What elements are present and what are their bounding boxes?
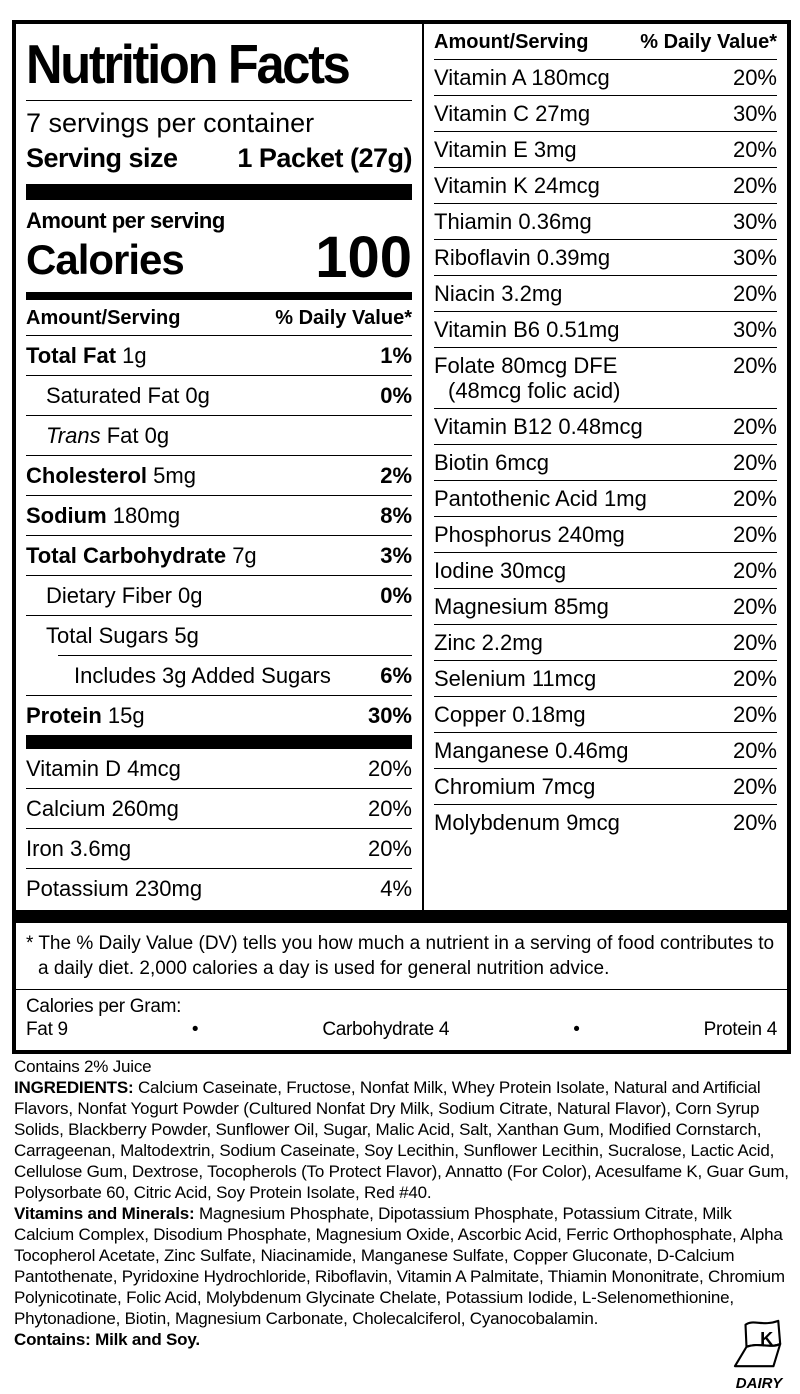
nutrient-name: Iodine 30mcg xyxy=(434,558,567,583)
nutrient-name: Vitamin B6 0.51mg xyxy=(434,317,620,342)
nutrient-row xyxy=(26,575,412,615)
macro-nutrient-list xyxy=(26,336,412,735)
nutrient-row xyxy=(434,311,777,347)
nutrient-row xyxy=(434,588,777,624)
left-table-header xyxy=(26,300,412,336)
daily-value: 20% xyxy=(732,486,777,511)
nutrient-name: Trans Fat 0g xyxy=(46,423,170,448)
nutrient-row xyxy=(26,495,412,535)
kosher-dairy-mark xyxy=(728,1318,790,1392)
nutrient-name: Dietary Fiber 0g xyxy=(46,583,203,608)
nutrient-name: Saturated Fat 0g xyxy=(46,383,210,408)
nutrient-row xyxy=(26,415,412,455)
nutrient-name: Sodium 180mg xyxy=(26,503,181,528)
vitamins-minerals-label: Vitamins and Minerals: xyxy=(14,1204,195,1223)
servings-per-container: 7 servings per container xyxy=(26,108,315,138)
nutrient-row xyxy=(434,275,777,311)
daily-value: 30% xyxy=(732,209,777,234)
ingredients-paragraph xyxy=(14,1077,792,1203)
right-column xyxy=(424,24,787,910)
right-table-header xyxy=(434,24,777,60)
nutrient-row xyxy=(434,516,777,552)
nutrient-name: Cholesterol 5mg xyxy=(26,463,196,488)
nutrient-name: Vitamin E 3mg xyxy=(434,137,577,162)
nutrient-name: Folate 80mcg DFE (48mcg folic acid) xyxy=(434,353,621,403)
daily-value: 3% xyxy=(380,543,412,568)
nutrient-name: Protein 15g xyxy=(26,703,145,728)
nutrient-row xyxy=(58,655,412,695)
daily-value: 1% xyxy=(380,343,412,368)
amount-serving-header: Amount/Serving xyxy=(26,307,181,329)
amount-per-serving-label: Amount per serving xyxy=(26,208,225,233)
vitamin-mineral-list xyxy=(434,60,777,840)
nutrient-name: Potassium 230mg xyxy=(26,876,203,901)
nutrition-columns xyxy=(16,24,787,910)
nutrient-row xyxy=(434,552,777,588)
nutrient-name: Vitamin K 24mcg xyxy=(434,173,600,198)
daily-value: 0% xyxy=(380,383,412,408)
calories-per-gram-section xyxy=(16,989,787,1050)
ingredients-text: Calcium Caseinate, Fructose, Nonfat Milk, Whey Protein Isolate, Natural and Artificial Flavors, Nonfat Yogurt Powder (Cultured Nonfat Dry Milk, Sodium Citrate, Natural Flavor), Corn Syrup Solids, Blackberry Powder, Sunflower Oil, Sugar, Malic Acid, Salt, Xanthan Gum, Modified Cornstarch, Carrageenan, Maltodextrin, Sodium Caseinate, Soy Lecithin, Sunflower Lecithin, Sucralose, Lactic Acid, Cellulose Gum, Dextrose, Tocopherols (To Protect Flavor), Annatto (For Color), Acesulfame K, Guar Gum, Polysorbate 60, Citric Acid, Soy Protein Isolate, Red #40. xyxy=(14,1078,789,1202)
kosher-flag-icon xyxy=(730,1318,788,1370)
daily-value: 20% xyxy=(367,836,412,861)
calories-per-gram-title: Calories per Gram: xyxy=(26,996,182,1017)
nutrient-row xyxy=(26,375,412,415)
nutrient-row xyxy=(26,749,412,788)
juice-statement: Contains 2% Juice xyxy=(14,1057,152,1076)
nutrient-name: Vitamin D 4mcg xyxy=(26,756,181,781)
daily-value: 20% xyxy=(732,630,777,655)
vitamins-minerals-text: Magnesium Phosphate, Dipotassium Phosphate, Potassium Citrate, Milk Calcium Complex, Disodium Phosphate, Magnesium Oxide, Ascorbic Acid, Ferric Orthophosphate, Alpha Tocopherol Acetate, Zinc Sulfate, Niacinamide, Manganese Sulfate, Copper Gluconate, D-Calcium Pantothenate, Pyridoxine Hydrochloride, Riboflavin, Vitamin A Palmitate, Thiamin Mononitrate, Chromium Polynicotinate, Folic Acid, Molybdenum Glycinate Chelate, Potassium Iodide, L-Selenomethionine, Phytonadione, Biotin, Magnesium Carbonate, Cholecalciferol, Cyanocobalamin. xyxy=(14,1204,785,1328)
calories-row xyxy=(26,225,412,292)
nutrient-row xyxy=(434,696,777,732)
nutrient-row xyxy=(26,455,412,495)
carbohydrate-calories: Carbohydrate 4 xyxy=(322,1019,450,1040)
daily-value: 20% xyxy=(732,738,777,763)
thick-bar xyxy=(26,735,412,749)
nutrient-row xyxy=(434,660,777,696)
nutrient-row xyxy=(26,695,412,735)
nutrient-row xyxy=(434,732,777,768)
daily-value: 20% xyxy=(732,450,777,475)
amount-serving-header: Amount/Serving xyxy=(434,31,589,53)
bullet-separator: • xyxy=(573,1019,580,1040)
nutrient-row xyxy=(434,444,777,480)
daily-value: 2% xyxy=(380,463,412,488)
kosher-dairy-label: DAIRY xyxy=(735,1375,783,1392)
nutrient-row xyxy=(26,788,412,828)
nutrient-row xyxy=(434,408,777,444)
nutrient-name: Thiamin 0.36mg xyxy=(434,209,592,234)
fat-calories: Fat 9 xyxy=(26,1019,68,1040)
nutrient-name: Copper 0.18mg xyxy=(434,702,586,727)
nutrient-name: Biotin 6mcg xyxy=(434,450,549,475)
daily-value: 20% xyxy=(732,594,777,619)
calories-value: 100 xyxy=(315,225,412,290)
daily-value: 20% xyxy=(732,353,777,378)
nutrient-name: Total Carbohydrate 7g xyxy=(26,543,257,568)
daily-value: 30% xyxy=(367,703,412,728)
nutrient-row xyxy=(26,828,412,868)
daily-value: 20% xyxy=(732,173,777,198)
nutrient-row xyxy=(434,167,777,203)
daily-value: 20% xyxy=(732,414,777,439)
nutrient-row xyxy=(434,804,777,840)
nutrient-name: Calcium 260mg xyxy=(26,796,179,821)
nutrient-name: Manganese 0.46mg xyxy=(434,738,629,763)
nutrient-name: Zinc 2.2mg xyxy=(434,630,543,655)
daily-value: 0% xyxy=(380,583,412,608)
allergen-statement: Contains: Milk and Soy. xyxy=(14,1330,200,1349)
calories-per-gram-values xyxy=(26,1018,777,1042)
calories-label: Calories xyxy=(26,236,184,283)
nutrient-row xyxy=(434,239,777,275)
nutrition-facts-title: Nutrition Facts xyxy=(26,33,349,95)
nutrient-row xyxy=(26,535,412,575)
micro-nutrient-list xyxy=(26,749,412,908)
daily-value-footnote: * The % Daily Value (DV) tells you how much a nutrient in a serving of food contributes to a daily diet. 2,000 calories a day is used for general nutrition advice. xyxy=(26,933,775,979)
daily-value: 6% xyxy=(380,663,412,688)
daily-value-header: % Daily Value* xyxy=(275,307,412,329)
daily-value: 20% xyxy=(367,756,412,781)
protein-calories: Protein 4 xyxy=(703,1019,777,1040)
nutrient-row xyxy=(434,60,777,95)
daily-value: 20% xyxy=(732,137,777,162)
serving-size-value: 1 Packet (27g) xyxy=(237,143,412,173)
thick-bar xyxy=(26,184,412,200)
daily-value: 30% xyxy=(732,245,777,270)
daily-value: 20% xyxy=(732,810,777,835)
nutrient-row xyxy=(434,624,777,660)
daily-value: 20% xyxy=(732,65,777,90)
ingredients-section xyxy=(14,1056,792,1350)
left-column xyxy=(16,24,424,910)
daily-value-header: % Daily Value* xyxy=(640,31,777,53)
nutrient-row xyxy=(434,131,777,167)
nutrient-name: Vitamin A 180mcg xyxy=(434,65,610,90)
nutrient-name: Molybdenum 9mcg xyxy=(434,810,620,835)
nutrient-row xyxy=(434,480,777,516)
nutrient-name: Pantothenic Acid 1mg xyxy=(434,486,647,511)
nutrient-row xyxy=(434,347,777,408)
thick-bar xyxy=(16,910,787,923)
nutrient-name: Total Sugars 5g xyxy=(46,623,199,648)
nutrient-name: Iron 3.6mg xyxy=(26,836,132,861)
nutrient-name: Chromium 7mcg xyxy=(434,774,596,799)
nutrient-row xyxy=(434,95,777,131)
serving-size-row xyxy=(26,140,412,184)
nutrient-row xyxy=(26,336,412,375)
nutrient-name: Selenium 11mcg xyxy=(434,666,597,691)
bullet-separator: • xyxy=(191,1019,199,1040)
daily-value: 8% xyxy=(380,503,412,528)
nutrient-name: Phosphorus 240mg xyxy=(434,522,625,547)
daily-value: 30% xyxy=(732,317,777,342)
nutrient-name: Vitamin B12 0.48mcg xyxy=(434,414,643,439)
daily-value: 20% xyxy=(732,281,777,306)
kosher-letter: K xyxy=(760,1327,774,1349)
daily-value: 20% xyxy=(732,702,777,727)
nutrient-name: Niacin 3.2mg xyxy=(434,281,563,306)
nutrient-name: Vitamin C 27mg xyxy=(434,101,591,126)
daily-value: 20% xyxy=(732,522,777,547)
daily-value: 20% xyxy=(367,796,412,821)
daily-value: 20% xyxy=(732,774,777,799)
nutrient-row xyxy=(434,768,777,804)
nutrient-row xyxy=(434,203,777,239)
nutrient-name: Riboflavin 0.39mg xyxy=(434,245,611,270)
nutrient-name: Magnesium 85mg xyxy=(434,594,609,619)
daily-value: 30% xyxy=(732,101,777,126)
serving-size-label: Serving size xyxy=(26,143,178,173)
nutrient-row xyxy=(26,868,412,908)
nutrient-name: Total Fat 1g xyxy=(26,343,147,368)
thick-bar xyxy=(26,292,412,300)
daily-value: 20% xyxy=(732,558,777,583)
nutrient-name: Includes 3g Added Sugars xyxy=(74,663,331,688)
nutrition-facts-panel xyxy=(12,20,791,1054)
daily-value: 20% xyxy=(732,666,777,691)
daily-value: 4% xyxy=(380,876,412,901)
ingredients-label: INGREDIENTS: xyxy=(14,1078,134,1097)
vitamins-minerals-paragraph xyxy=(14,1203,792,1329)
nutrient-row xyxy=(26,615,412,655)
